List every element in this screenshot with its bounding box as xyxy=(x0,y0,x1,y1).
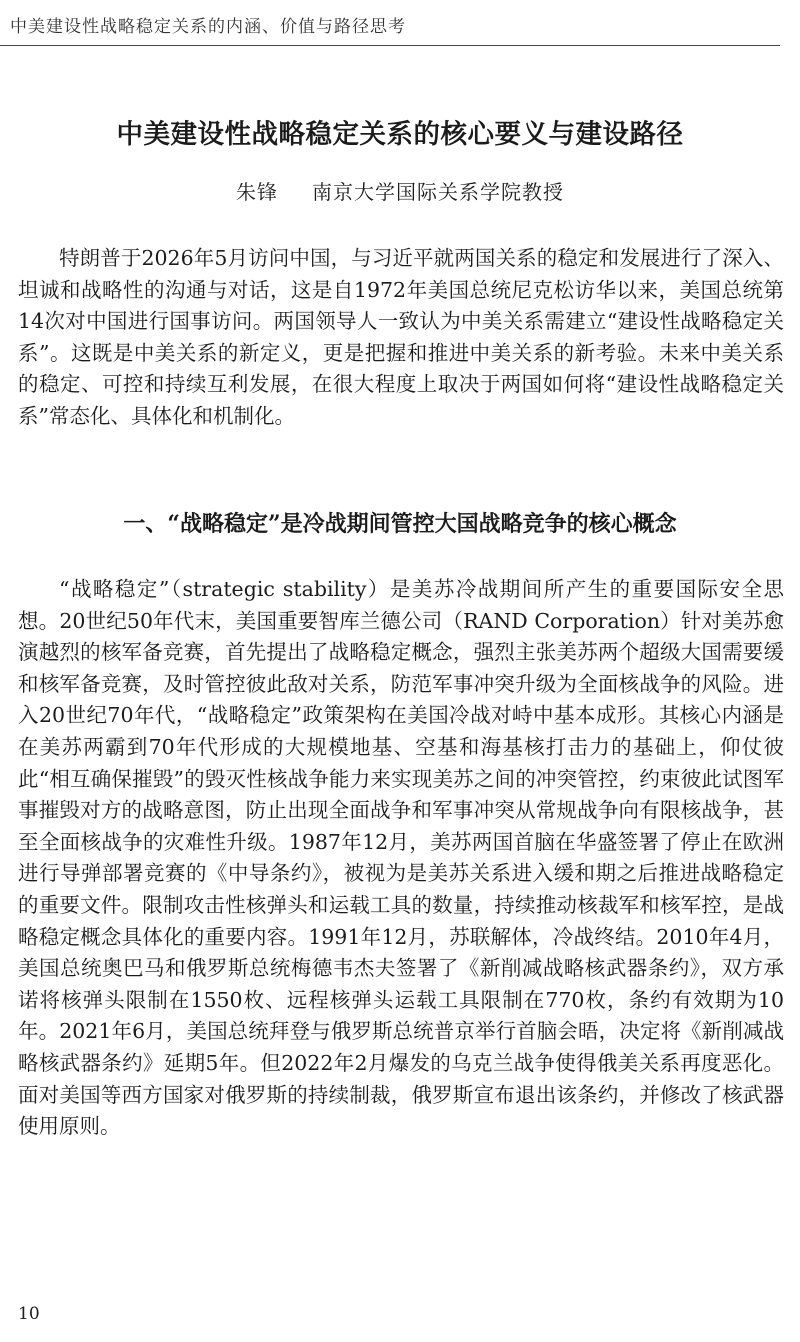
byline xyxy=(0,176,800,205)
header-divider xyxy=(0,45,780,46)
running-header: 中美建设性战略稳定关系的内涵、价值与路径思考 xyxy=(10,17,406,37)
intro-paragraph: 特朗普于2026年5月访问中国，与习近平就两国关系的稳定和发展进行了深入、坦诚和战略性的沟通与对话，这是自1972年美国总统尼克松访华以来，美国总统第14次对中国进行国事访问。两国领导人一致认为中美关系需建立“建设性战略稳定关系”。这既是中美关系的新定义，更是把握和推进中美关系的新考验。未来中美关系的稳定、可控和持续互利发展，在很大程度上取决于两国如何将“建设性战略稳定关系”常态化、具体化和机制化。 xyxy=(18,246,784,428)
author-name: 朱锋 xyxy=(236,180,278,204)
article-title: 中美建设性战略稳定关系的核心要义与建设路径 xyxy=(116,119,684,150)
page-number: 10 xyxy=(18,1304,40,1324)
author-affiliation: 南京大学国际关系学院教授 xyxy=(312,180,564,204)
body-paragraph: “战略稳定”（strategic stability）是美苏冷战期间所产生的重要国际安全思想。20世纪50年代末，美国重要智库兰德公司（RAND Corporation）针对美苏愈演越烈的核军备竞赛，首先提出了战略稳定概念，强烈主张美苏两个超级大国需要缓和核军备竞赛，及时管控彼此敌对关系，防范军事冲突升级为全面核战争的风险。进入20世纪70年代，“战略稳定”政策架构在美国冷战对峙中基本成形。其核心内涵是在美苏两霸到70年代形成的大规模地基、空基和海基核打击力的基础上，仰仗彼此“相互确保摧毁”的毁灭性核战争能力来实现美苏之间的冲突管控，约束彼此试图军事摧毁对方的战略意图，防止出现全面战争和军事冲突从常规战争向有限核战争，甚至全面核战争的灾难性升级。1987年12月，美苏两国首脑在华盛签署了停止在欧洲进行导弹部署竞赛的《中导条约》，被视为是美苏关系进入缓和期之后推进战略稳定的重要文件。限制攻击性核弹头和运载工具的数量，持续推动核裁军和核军控，是战略稳定概念具体化的重要内容。1991年12月，苏联解体，冷战终结。2010年4月，美国总统奥巴马和俄罗斯总统梅德韦杰夫签署了《新削减战略核武器条约》，双方承诺将核弹头限制在1550枚、远程核弹头运载工具限制在770枚，条约有效期为10年。2021年6月，美国总统拜登与俄罗斯总统普京举行首脑会晤，决定将《新削减战略核武器条约》延期5年。但2022年2月爆发的乌克兰战争使得俄美关系再度恶化。面对美国等西方国家对俄罗斯的持续制裁，俄罗斯宣布退出该条约，并修改了核武器使用原则。 xyxy=(18,577,784,1139)
section-heading: 一、“战略稳定”是冷战期间管控大国战略竞争的核心概念 xyxy=(123,511,677,537)
